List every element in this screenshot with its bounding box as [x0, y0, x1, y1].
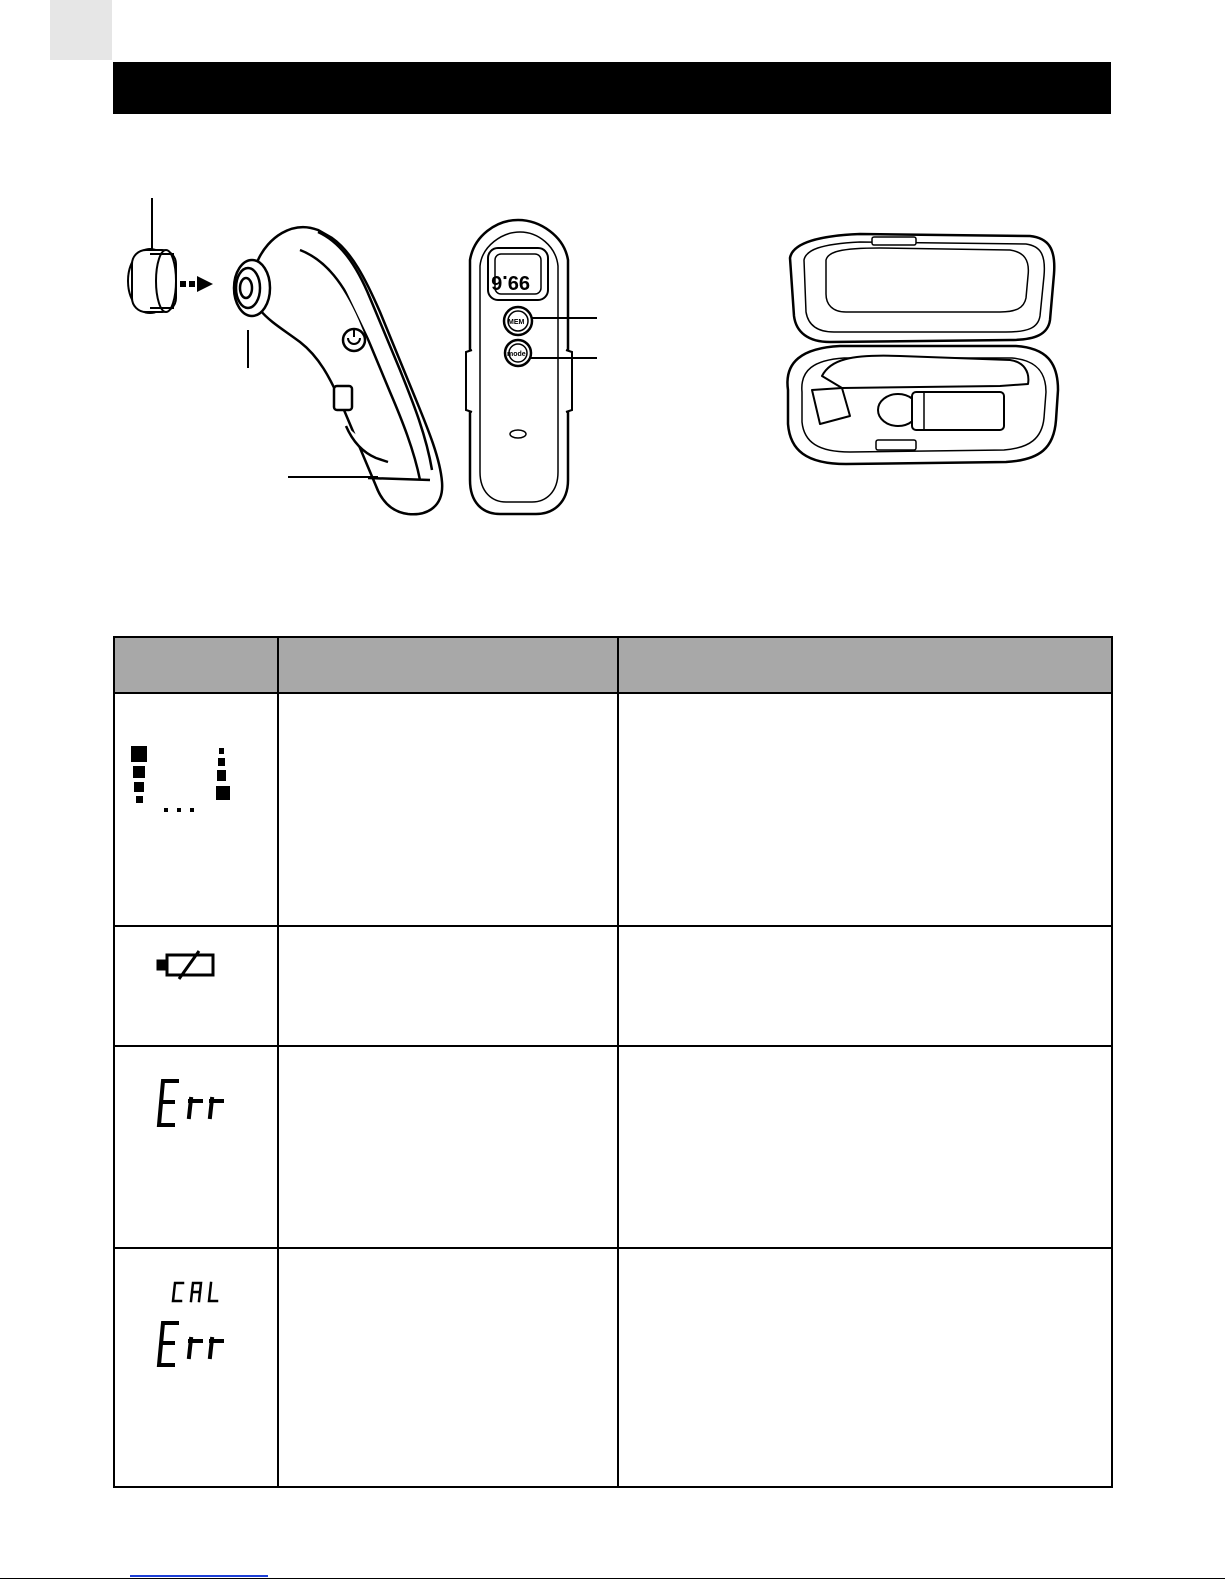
product-figures	[0, 180, 1225, 540]
display-symbol-table	[113, 636, 1113, 1488]
action-cell	[618, 693, 1112, 926]
page-tab	[50, 0, 112, 60]
symbol-cell	[114, 926, 278, 1046]
table-row	[114, 926, 1112, 1046]
symbol-cell	[114, 1046, 278, 1249]
table-row	[114, 1046, 1112, 1249]
action-cell	[618, 1248, 1112, 1487]
table-header-row	[114, 637, 1112, 693]
mode-button-label: mode	[507, 351, 526, 358]
thermometer-front-icon	[466, 220, 572, 514]
error-err-icon	[115, 1047, 279, 1245]
meaning-cell	[278, 693, 618, 926]
storage-case-icon	[787, 234, 1058, 464]
meaning-cell	[278, 926, 618, 1046]
meaning-cell	[278, 1046, 618, 1249]
action-cell	[618, 1046, 1112, 1249]
mem-button-label: MEM	[508, 319, 525, 326]
table-row	[114, 1248, 1112, 1487]
footer-rule	[0, 1578, 1225, 1579]
symbol-cell	[114, 693, 278, 926]
header-cell-meaning	[278, 637, 618, 693]
calibration-error-icon	[115, 1249, 279, 1483]
header-cell-symbol	[114, 637, 278, 693]
header-cell-action	[618, 637, 1112, 693]
product-illustration	[0, 180, 1225, 540]
arrow-right-icon	[180, 276, 213, 292]
display-reading: 99.6	[491, 271, 530, 293]
action-cell	[618, 926, 1112, 1046]
footer-link-underline[interactable]	[130, 1575, 268, 1577]
thermometer-side-icon	[234, 227, 442, 514]
meaning-cell	[278, 1248, 618, 1487]
low-battery-icon	[115, 927, 279, 1043]
scanning-bars-icon	[115, 694, 279, 922]
table-row	[114, 693, 1112, 926]
probe-cover-icon	[128, 198, 176, 313]
header-bar	[113, 62, 1111, 114]
symbol-cell	[114, 1248, 278, 1487]
